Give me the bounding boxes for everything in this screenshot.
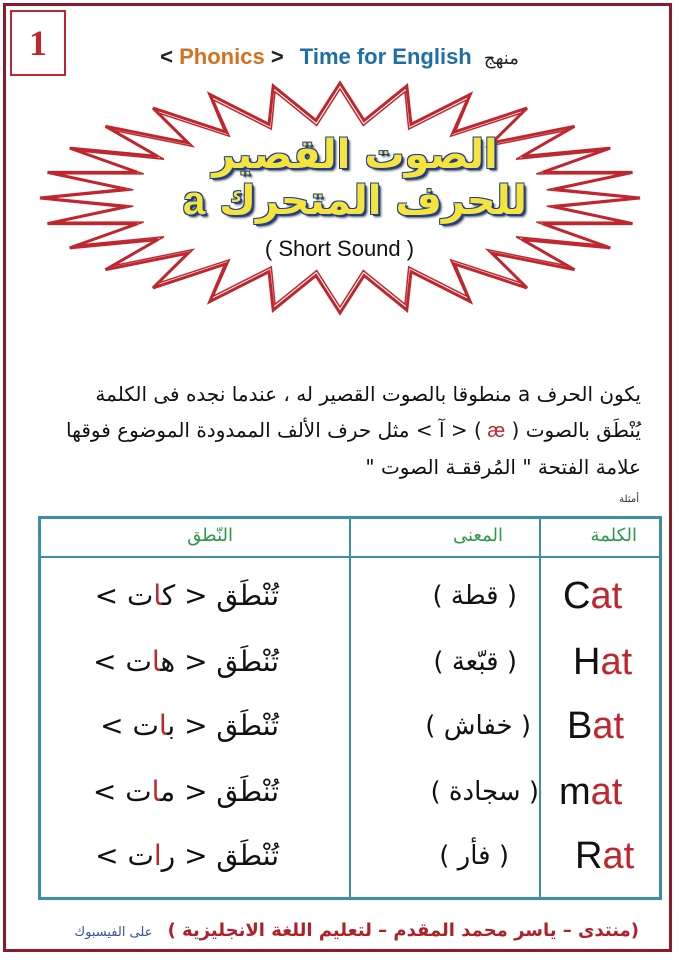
table-row xyxy=(41,631,659,695)
table-row xyxy=(41,761,659,825)
paragraph-part1: يكون الحرف a منطوقا بالصوت القصير له ، عندما نجده فى الكلمة يُنْطَق بالصوت ( xyxy=(95,382,641,442)
header-divider xyxy=(41,556,659,558)
footer xyxy=(0,920,639,941)
paragraph-part2: ) < آ > مثل حرف الألف الممدودة الموضوع فوقها علامة الفتحة " المُرققـة الصوت " xyxy=(66,418,641,479)
meaning-cell: ( قبّعة ) xyxy=(433,647,517,677)
header-phonics: Phonics xyxy=(179,44,265,69)
word-cell: Rat xyxy=(575,835,635,877)
page-number: 1 xyxy=(10,10,66,76)
vocab-table xyxy=(38,516,662,900)
word-cell: Hat xyxy=(573,641,633,683)
table-row xyxy=(41,825,659,889)
ae-symbol: æ xyxy=(481,420,506,442)
footer-facebook: على الفيسبوك xyxy=(74,925,153,940)
word-cell: mat xyxy=(559,771,623,813)
title-letter: a xyxy=(183,179,206,223)
pronunciation-cell: تُنْطَق < رات > xyxy=(95,839,279,872)
table-row xyxy=(41,695,659,759)
meaning-cell: ( قطة ) xyxy=(432,581,517,611)
header-gt: > xyxy=(270,44,284,69)
header-pronunciation: النّطق xyxy=(187,525,233,546)
title-text: الصوت القصير للحرف المتحرك xyxy=(212,132,527,224)
pronunciation-cell: تُنْطَق < هات > xyxy=(93,645,279,678)
word-cell: Bat xyxy=(567,705,625,747)
page-header xyxy=(0,44,679,70)
meaning-cell: ( فأر ) xyxy=(439,841,509,871)
page-title xyxy=(160,132,550,224)
word-cell: Cat xyxy=(563,575,623,617)
explanation-paragraph xyxy=(60,376,641,485)
header-series: Time for English xyxy=(299,44,472,69)
examples-label: أمثلة xyxy=(619,494,639,505)
meaning-cell: ( خفاش ) xyxy=(425,711,531,741)
subtitle: ( Short Sound ) xyxy=(264,236,415,261)
header-lt: < xyxy=(160,44,173,69)
pronunciation-cell: تُنْطَق < كات > xyxy=(94,579,279,612)
header-word: الكلمة xyxy=(590,525,637,546)
header-meaning: المعنى xyxy=(452,525,503,546)
table-row xyxy=(41,565,659,629)
meaning-cell: ( سجادة ) xyxy=(430,777,539,807)
footer-forum: (منتدى – ياسر محمد المقدم – لتعليم اللغة الانجليزية ) xyxy=(167,920,639,941)
pronunciation-cell: تُنْطَق < مات > xyxy=(92,775,279,808)
header-curriculum: منهج xyxy=(483,48,519,69)
pronunciation-cell: تُنْطَق < بات > xyxy=(100,709,279,742)
